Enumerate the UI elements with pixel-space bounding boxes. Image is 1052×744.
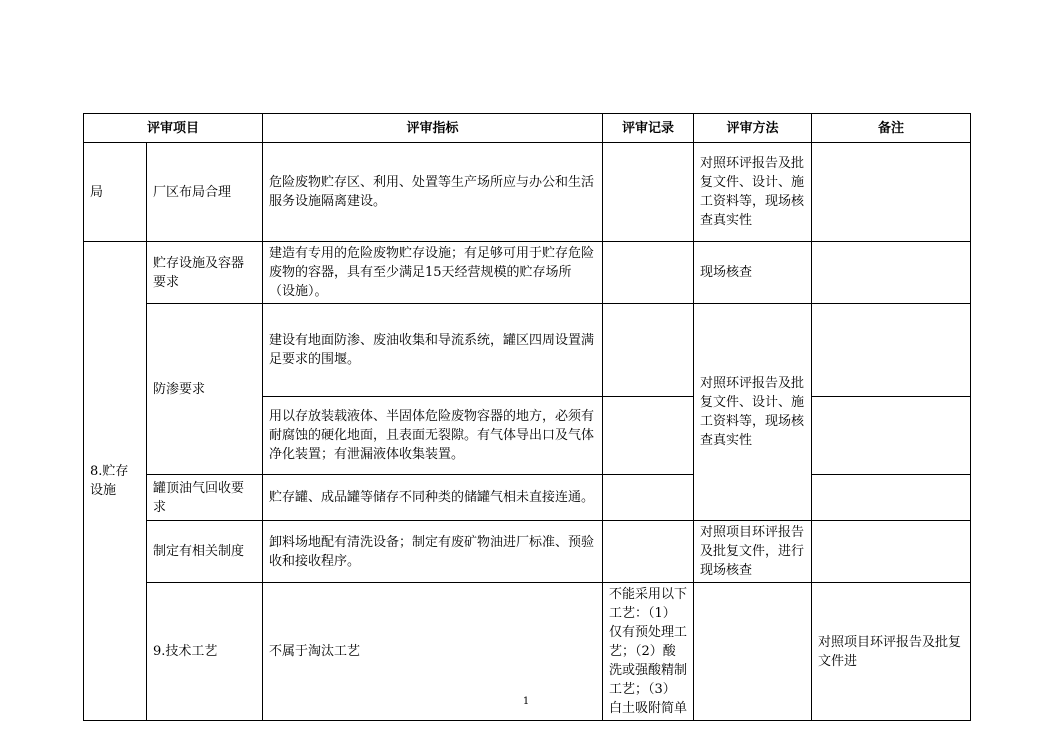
record-cell [603,397,694,475]
category-cell: 8.贮存设施 [84,242,147,721]
item-cell: 防渗要求 [147,304,263,475]
header-item: 评审项目 [84,114,263,143]
method-cell: 对照环评报告及批复文件、设计、施工资料等，现场核查真实性 [694,304,812,521]
indicator-cell: 卸料场地配有清洗设备；制定有废矿物油进厂标准、预验收和接收程序。 [263,521,603,583]
table-row [84,242,971,304]
method-cell: 对照项目环评报告及批复文件，进行现场核查 [694,521,812,583]
record-cell [603,143,694,242]
item-cell: 不属于淘汰工艺 [263,583,603,721]
remark-cell [812,475,971,521]
review-table [83,113,971,721]
header-method: 评审方法 [694,114,812,143]
record-cell [603,304,694,397]
item-cell: 制定有相关制度 [147,521,263,583]
category-cell: 9.技术工艺 [147,583,263,721]
record-cell [603,242,694,304]
table-header-row [84,114,971,143]
page-number: 1 [522,696,530,707]
item-cell: 贮存设施及容器要求 [147,242,263,304]
category-cell: 局 [84,143,147,242]
record-cell [603,521,694,583]
method-cell: 现场核查 [694,242,812,304]
item-cell: 罐顶油气回收要求 [147,475,263,521]
indicator-cell: 建设有地面防渗、废油收集和导流系统，罐区四周设置满足要求的围堰。 [263,304,603,397]
remark-cell [812,242,971,304]
table-row [84,304,971,397]
remark-cell [812,397,971,475]
header-record: 评审记录 [603,114,694,143]
indicator-cell: 不能采用以下工艺：（1）仅有预处理工艺；（2）酸洗或强酸精制工艺；（3）白土吸附简单 [603,583,694,721]
table-row [84,143,971,242]
table-row [84,475,971,521]
item-cell: 厂区布局合理 [147,143,263,242]
indicator-cell: 危险废物贮存区、利用、处置等生产场所应与办公和生活服务设施隔离建设。 [263,143,603,242]
indicator-cell: 用以存放装载液体、半固体危险废物容器的地方，必须有耐腐蚀的硬化地面，且表面无裂隙。有气体导出口及气体净化装置；有泄漏液体收集装置。 [263,397,603,475]
indicator-cell: 贮存罐、成品罐等储存不同种类的储罐气相未直接连通。 [263,475,603,521]
remark-cell [812,143,971,242]
method-cell: 对照环评报告及批复文件、设计、施工资料等，现场核查真实性 [694,143,812,242]
record-cell [603,475,694,521]
remark-cell [812,521,971,583]
header-remark: 备注 [812,114,971,143]
method-cell: 对照项目环评报告及批复文件进 [812,583,971,721]
header-indicator: 评审指标 [263,114,603,143]
indicator-cell: 建造有专用的危险废物贮存设施；有足够可用于贮存危险废物的容器，具有至少满足15天经营规模的贮存场所（设施）。 [263,242,603,304]
remark-cell [812,304,971,397]
table-row [84,521,971,583]
